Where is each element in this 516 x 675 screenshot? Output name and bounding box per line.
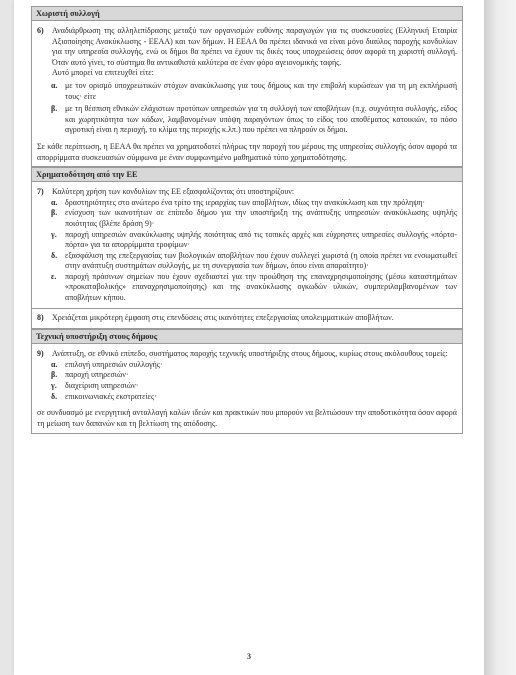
action-item-9 <box>37 349 457 360</box>
list-item <box>51 392 457 403</box>
section-heading-separate-collection: Χωριστή συλλογή <box>31 6 463 21</box>
list-text: δραστηριότητες στο ανώτερο ένα τρίτο της ιεραρχίας των αποβλήτων, ιδίως την ανακύκλωση και την πρόληψη· <box>65 197 426 207</box>
section-box-eu-funding <box>31 182 463 309</box>
list-letter: γ. <box>51 381 57 391</box>
list-item <box>51 272 457 304</box>
list-text: διαχείριση υπηρεσιών· <box>65 381 139 391</box>
closing-paragraph: σε συνδυασμό με ενεργητική ανταλλαγή καλών ιδεών και πρακτικών που μπορούν να βελτιώσουν την αποδοτικότητα όσον αφορά τη μείωση των δαπανών και τη βελτίωση της απόδοσης. <box>37 408 457 428</box>
list-letter: α. <box>51 359 58 369</box>
action-item-6 <box>37 26 457 68</box>
list-letter: δ. <box>51 250 58 260</box>
item-text: Χρειάζεται μικρότερη έμφαση στις επενδύσεις στις ικανότητες επεξεργασίας υπολειμματικών αποβλήτων. <box>52 312 394 322</box>
list-text: παροχή υπηρεσιών ανακύκλωσης υψηλής ποιότητας από τις τοπικές αρχές και εύχρηστες υπηρεσίες συλλογής «πόρτα-πόρτα» για τα απορρίμματα τροφίμων· <box>65 229 457 250</box>
item-number: 7) <box>37 187 44 197</box>
section-box-separate-collection <box>31 21 463 167</box>
section-heading-technical-support: Τεχνική υποστήριξη στους δήμους <box>31 329 463 344</box>
list-text: ενίσχυση των ικανοτήτων σε επίπεδο δήμου για την υποστήριξη της ανάπτυξης υπηρεσιών ανακύκλωσης υψηλής ποιότητας (βλέπε δράση 9)· <box>65 208 457 228</box>
item-number: 9) <box>37 349 44 359</box>
list-item <box>51 251 457 272</box>
list-item <box>51 81 457 102</box>
list-text: επιλογή υπηρεσιών συλλογής· <box>65 359 163 369</box>
list-item <box>51 198 457 209</box>
list-letter: δ. <box>51 391 58 401</box>
page-number: 3 <box>247 652 251 661</box>
section-box-technical-support <box>31 344 463 434</box>
list-item <box>51 370 457 381</box>
list-letter: α. <box>51 80 58 90</box>
list-item <box>51 104 457 136</box>
list-item <box>51 360 457 371</box>
list-item <box>51 230 457 251</box>
closing-paragraph: Σε κάθε περίπτωση, η ΕΕΑΑ θα πρέπει να χρηματοδοτεί πλήρως την παροχή του μέρους της υπηρεσίας συλλογής όσον αφορά τα απορρίμματα συσκευασιών σύμφωνα με έναν συμφωνημένο μαθηματικό τύπο χρηματοδότησης. <box>37 141 457 162</box>
item-intro: Αυτό μπορεί να επιτευχθεί είτε: <box>52 68 154 78</box>
list-text: εξασφάλιση της επεξεργασίας των βιολογικών αποβλήτων που έχουν συλλεγεί χωριστά (η οποία πρέπει να ενσωματωθεί στην ανάπτυξη συστημάτων συλλογής, με τη συνεργασία των δήμων, όπου είναι απαραίτητο)· <box>65 250 457 271</box>
list-text: παροχή πράσινων σημείων που έχουν σχεδιαστεί για την προώθηση της επαναχρησιμοποίησης (μέσω καταστημάτων «προκαταβολικής» επαναχρησιμοποίησης) και της ανακύκλωσης ογκωδών υλικών, συμπεριλαμβανομένων των αποβλήτων κήπου. <box>65 271 457 303</box>
document-page <box>14 0 484 675</box>
item-text: Αναδιάρθρωση της αλληλεπίδρασης μεταξύ των οργανισμών ευθύνης παραγωγών για τις συσκευασίες (Ελληνική Εταιρία Αξιοποίησης Ανακύκλωσης - ΕΕΑΑ) και των δήμων. Η ΕΕΑΑ θα πρέπει ιδανικά να είναι μόνο διαύλος παροχής κονδυλίων για την υπηρεσία συλλογής, ενώ οι δήμοι θα πρέπει να έχουν τις δικές τους υποχρεώσεις όσον αφορά τη χωριστή συλλογή. Όταν αυτό γίνει, το σύστημα θα αντικαθιστά καλύτερα σε έναν φόρο αγειονομικής ταφής. <box>52 26 457 67</box>
list-letter: α. <box>51 197 58 207</box>
list-item <box>51 381 457 392</box>
item-text: Καλύτερη χρήση των κονδυλίων της ΕΕ εξασφαλίζοντας ότι υποστηρίζουν: <box>52 187 295 197</box>
list-letter: β. <box>51 104 58 114</box>
item-text: Ανάπτυξη, σε εθνικό επίπεδο, συστήματος παροχής τεχνικής υποστήριξης στους δήμους, κυρίως στους ακόλουθους τομείς: <box>52 349 448 359</box>
list-letter: ε. <box>51 271 57 281</box>
page-content <box>31 6 463 434</box>
list-text: παροχή υπηρεσιών· <box>65 370 129 380</box>
page-edge-shadow <box>484 0 516 675</box>
list-letter: β. <box>51 370 58 380</box>
section-heading-eu-funding: Χρηματοδότηση από την ΕΕ <box>31 167 463 182</box>
list-text: επικοινωνιακές εκστρατείες· <box>65 391 157 401</box>
action-item-7 <box>37 187 457 198</box>
list-letter: γ. <box>51 229 57 239</box>
item-number: 6) <box>37 26 44 35</box>
list-text: με τη θέσπιση εθνικών ελάχιστων προτύπων υπηρεσιών για τη συλλογή των αποβλήτων (π.χ. συχνότητα συλλογής, είδος και χωρητικότητα των κάδων, λαμβανομένων υπόψη παραγόντων όπως το είδος του αποθέματος κατοικιών, το πόσο αγροτική είναι η περιοχή, το κλίμα της περιοχής κ.λπ.) που πρέπει να πληρούν οι δήμοι. <box>65 104 457 135</box>
section-box-item-8 <box>31 309 463 330</box>
action-item-8 <box>37 313 457 324</box>
item-number: 8) <box>37 312 44 322</box>
list-letter: β. <box>51 208 58 218</box>
list-item <box>51 208 457 229</box>
list-text: με τον ορισμό υποχρεωτικών στόχων ανακύκλωσης για τους δήμους και την επιβολή κυρώσεων για τη μη εκπλήρωσή τους· είτε <box>65 80 457 101</box>
